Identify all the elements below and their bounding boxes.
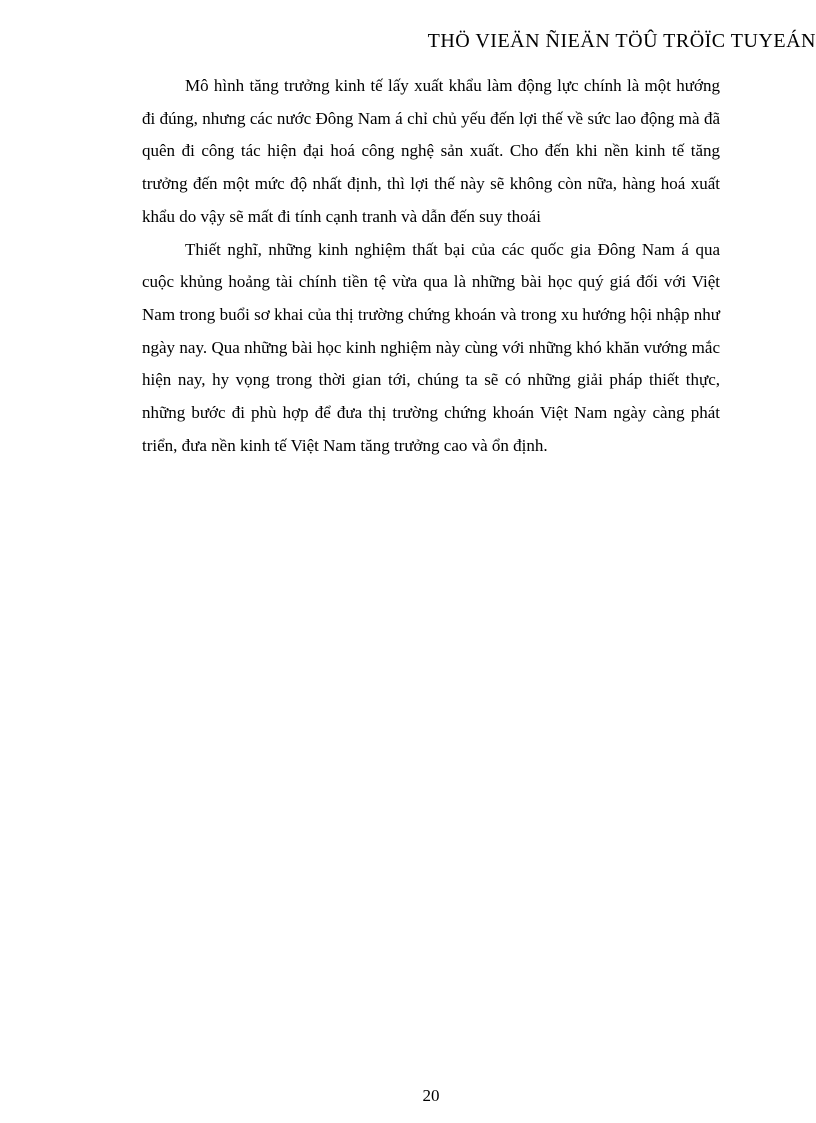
paragraph: Thiết nghĩ, những kinh nghiệm thất bại của các quốc gia Đông Nam á qua cuộc khủng hoảng tài chính tiền tệ vừa qua là những bài học quý giá đối với Việt Nam trong buổi sơ khai của thị trường chứng khoán và trong xu hướng hội nhập như ngày nay. Qua những bài học kinh nghiệm này cùng với những khó khăn vướng mắc hiện nay, hy vọng trong thời gian tới, chúng ta sẽ có những giải pháp thiết thực, những bước đi phù hợp để đưa thị trường chứng khoán Việt Nam ngày càng phát triển, đưa nền kinh tế Việt Nam tăng trưởng cao và ổn định. [142,239,720,455]
page-number: 20 [422,1086,440,1105]
document-body [142,70,720,462]
paragraph: Mô hình tăng trưởng kinh tế lấy xuất khẩu làm động lực chính là một hướng đi đúng, nhưng các nước Đông Nam á chỉ chủ yếu đến lợi thế về sức lao động mà đã quên đi công tác hiện đại hoá công nghệ sản xuất. Cho đến khi nền kinh tế tăng trưởng đến một mức độ nhất định, thì lợi thế này sẽ không còn nữa, hàng hoá xuất khẩu do vậy sẽ mất đi tính cạnh tranh và dẫn đến suy thoái [142,76,720,226]
page-footer [142,1086,720,1106]
library-watermark-header: THÖ VIEÄN ÑIEÄN TÖÛ TRÖÏC TUYEÁN [427,30,816,52]
